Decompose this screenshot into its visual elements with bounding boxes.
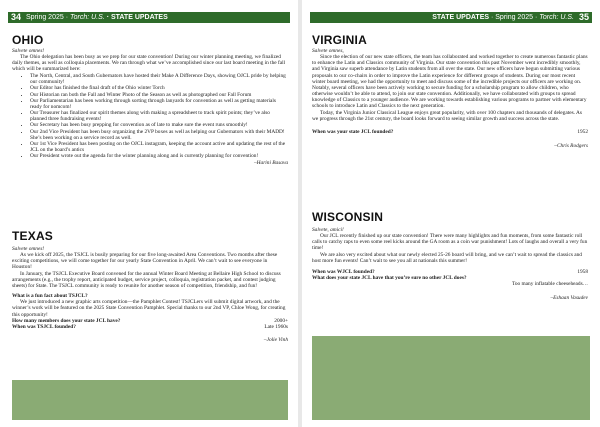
list-item: • Our 2nd Vice President has been busy organizing the 2VP boxes as well as helping our Gubernators with their MADD! She’s been working on a service record as well. [30,129,288,141]
list-item: • Our 1st Vice President has been posting on the OJCL instagram, keeping the account active and updating the rest of the JCL on the board’s antics [30,141,288,153]
wisconsin-para-2: We are also very excited about what our newly elected 25-26 board will bring, and we can’t wait to spread the classics and host more fun events! Can’t wait to see you all at nationals this summer! [312,251,582,264]
virginia-para-2: Today, the Virginia Junior Classical League enjoys great popularity, with over 100 chapters and thousands of delegates. As we progress through the 21st century, the board looks forward to seeing similar growth and success across the state. [312,109,582,122]
wisconsin-title: WISCONSIN [312,210,384,224]
texas-answer-founded: Late 1960s [264,323,288,330]
header-text: STATE UPDATES · Spring 2025 · Torch: U.S. [432,14,574,21]
texas-title: TEXAS [12,229,54,243]
left-page [0,0,298,427]
wisconsin-answer-founded: 1958 [577,268,588,275]
wisconsin-question-founded: When was WJCL founded? [312,268,375,275]
texas-question-fact: What is a fun fact about TSJCL? [12,293,88,300]
page-number: 35 [578,12,589,22]
list-item: • Our President wrote out the agenda for the winter planning along and is currently planning for convention! [30,153,288,159]
texas-answer-fact: We just introduced a new graphic arts competition—the Pamphlet Contest! TSJCLers will submit digital artwork, and the winner’s work will be featured on the 2025 State Convention Pamphlet. Special thanks to our 2nd VP, Chloe Wong, for creating this opportunity! [12,299,286,318]
texas-answer-members: 2000+ [274,317,288,324]
right-page [302,0,600,427]
wisconsin-question-other: What does your state JCL have that you’re sure no other JCL does? [312,275,467,282]
left-page-header [8,12,290,23]
wisconsin-para-1: Our JCL recently finished up our state convention! There were many highlights and fun moments, from some fantastic roll calls to catchy raps to even some reel kicks around the GA room as a coin war punishment! Lots of laughs and overall a very fun time! [312,233,588,252]
virginia-question-founded: When was your state JCL founded? [312,128,394,135]
wisconsin-signature: –Eshaan Vasudev [550,295,588,302]
list-item: • Our Editor has finished the final draft of the Ohio winter Torch [30,85,288,91]
list-item: • Our Parliamentarian has been working through sorting through lanyards for convention as well as getting materials ready for nomcom! [30,98,288,110]
ohio-article [12,48,288,166]
wisconsin-answer-other: Too many inflatable cheeseheads… [511,281,588,288]
header-text: Spring 2025 · Torch: U.S. · STATE UPDATES [26,14,168,21]
texas-signature: –Jolie Vinh [263,337,288,344]
texas-para-1: As we kick off 2025, the TSJCL is busily preparing for our five long-awaited Area Conventions. Two months after these exciting competitions, we will come together for our yearly State Convention in April. We can’t wait to see everyone in Houston! [12,252,278,271]
ohio-greeting: Salvete omnes! [12,48,45,54]
virginia-answer-founded: 1952 [577,128,588,135]
texas-article [12,246,288,343]
texas-greeting: Salvete omnes! [12,246,45,252]
texas-para-2: In January, the TSJCL Executive Board convened for the annual Winter Board Meeting at Bellaire High School to discuss arrangements (e.g., the trophy report, anticipated budget, service project, colloquia, registration packet, and contest judging sheets) for State. The TSJCL community is ready to reunite for another season of competition, friendship, and fun! [12,270,281,289]
green-placeholder-box [312,336,590,420]
virginia-founded-row [312,129,588,135]
texas-question-founded: When was TSJCL founded? [12,323,76,330]
page-number: 34 [11,12,22,22]
virginia-greeting: Salvete omnes, [312,48,344,54]
ohio-title: OHIO [12,33,44,47]
green-placeholder-box [12,380,288,420]
virginia-signature: –Chris Rodgers [554,143,588,150]
list-item: • The North, Central, and South Gubernators have hosted their Make A Difference Days, showing OJCL pride by helping our community! [30,73,288,85]
virginia-article [312,48,588,149]
wisconsin-greeting: Salvete, amici! [312,227,344,233]
virginia-para-1: Since the election of our new state officers, the team has collaborated and worked together to create numerous fantastic plans to enhance the Latin and Classics community of Virginia. Our state convention this past November went incredibly smoothly, and Virginia saw superb attendance by Latin students from all over the state. Our new officers have begun submitting various proposals to our co-chairs in order to improve the Latin experience for different groups of students. During our most recent winter board meeting, we had the opportunity to meet and discuss some of the incredible projects our officers are working on. Notably, several officers have been actively working to secure funding for a scholarship program to allow children, who otherwise wouldn’t be able to attend, to join our state convention. Additionally, we have collaborated with groups to spread knowledge of Classics to a younger audience. We are working towards establishing various programs to partner with elementary schools to introduce Latin and Classics to the next generation. [312,54,588,110]
right-page-header [310,12,592,23]
list-item: • Our Historian ran both the Fall and Winter Photo of the Season as well as photographed our Fall Forum [30,92,288,98]
ohio-intro: The Ohio delegation has been busy as we prep for our state convention! During our winter planning meeting, we finalized daily themes, as well as colloquia placements. We ran through what we’ve accomplished since our last board meeting in the fall which will be summarized here: [12,54,286,73]
ohio-bullet-list [12,73,288,159]
texas-question-members: How many members does your state JCL have? [12,317,121,324]
list-item: • Our Treasurer has finalized our spirit themes along with making a spreadsheet to track spirit points; they’ve also planned three fundraising events! [30,110,288,122]
virginia-title: VIRGINIA [312,33,367,47]
ohio-signature: –Harini Basava [254,160,288,167]
texas-founded-row [12,324,288,330]
wisconsin-article [312,227,588,302]
list-item: • Our Secretary has been busy prepping for convention as of late to make sure the event runs smoothly! [30,122,288,128]
